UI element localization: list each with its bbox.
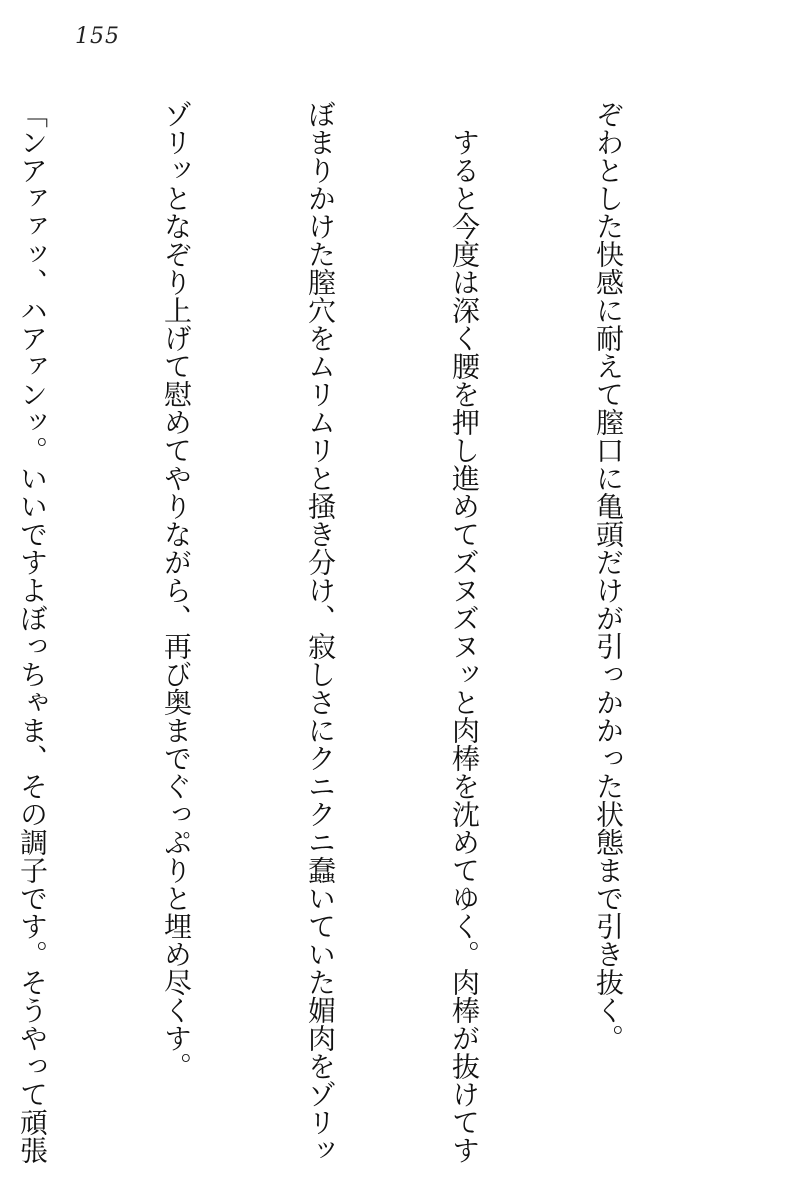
text-column: ゾリッとなぞり上げて慰めてやりながら、再び奥までぐっぷりと埋め尽くす。 xyxy=(160,100,193,1080)
text-column: すると今度は深く腰を押し進めてズヌズヌッと肉棒を沈めてゆく。肉棒が抜けてす xyxy=(448,100,481,1164)
text-column: ぼまりかけた膣穴をムリムリと掻き分け、寂しさにクニクニ蠢いていた媚肉をゾリッ xyxy=(304,100,337,1164)
text-column: ぞわとした快感に耐えて膣口に亀頭だけが引っかかった状態まで引き抜く。 xyxy=(592,100,625,1052)
text-column: 「ンアァァッ、ハアァンッ。いいですよぼっちゃま、その調子です。そうやって頑張 xyxy=(16,100,49,1164)
page-number: 155 xyxy=(75,24,120,49)
vertical-body-text xyxy=(16,100,728,1165)
